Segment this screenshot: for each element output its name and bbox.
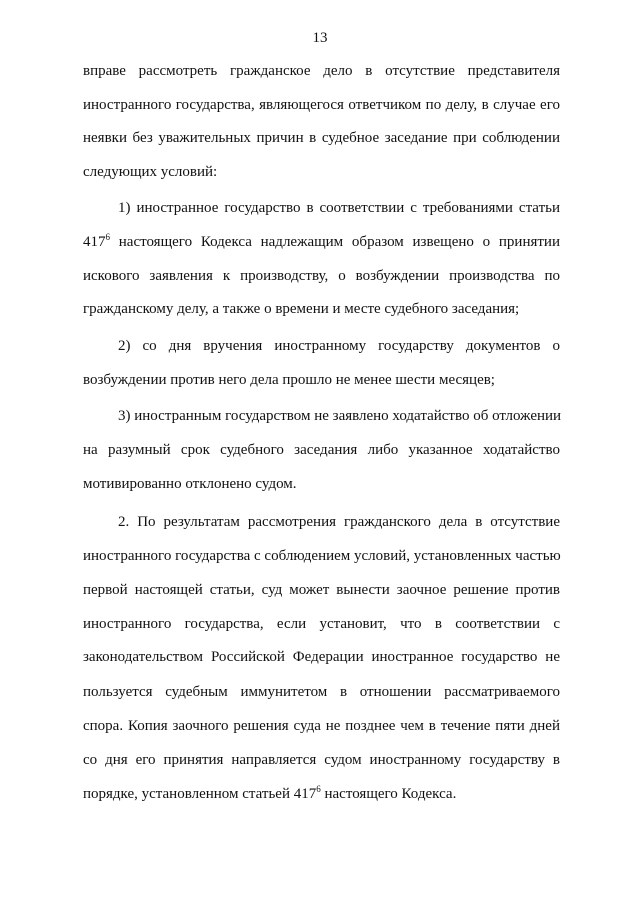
text-line: спора. Копия заочного решения суда не позднее чем в течение пяти дней [83, 718, 560, 734]
text-line: иностранного государства с соблюдением условий, установленных частью [83, 548, 561, 564]
text-line-with-reference [83, 233, 560, 251]
article-reference: $417^6$ [83, 232, 110, 250]
paragraph-2-line: 2. По результатам рассмотрения гражданского дела в отсутствие [118, 514, 560, 530]
text-line: первой настоящей статьи, суд может вынести заочное решение против [83, 582, 560, 598]
page-number: 13 [312, 30, 328, 46]
list-item-2-line: 2) со дня вручения иностранному государству документов о [118, 338, 560, 354]
text-line: на разумный срок судебного заседания либо указанное ходатайство [83, 442, 560, 458]
list-item-1-line: 1) иностранное государство в соответствии с требованиями статьи [118, 200, 560, 216]
text-line: иностранного государства, если установит, что в соответствии с [83, 616, 560, 632]
text-line: мотивированно отклонено судом. [83, 476, 297, 492]
text-line: гражданскому делу, а также о времени и месте судебного заседания; [83, 301, 520, 317]
list-item-3-line: 3) иностранным государством не заявлено ходатайство об отложении [118, 408, 562, 424]
text-line: вправе рассмотреть гражданское дело в отсутствие представителя [83, 63, 560, 79]
text-line: иностранного государства, являющегося ответчиком по делу, в случае его [83, 97, 560, 113]
text-line: со дня его принятия направляется судом иностранному государству в [83, 752, 560, 768]
text-fragment: настоящего Кодекса надлежащим образом извещено о принятии [118, 234, 560, 250]
text-line: законодательством Российской Федерации иностранное государство не [83, 649, 560, 665]
text-fragment: настоящего Кодекса. [324, 786, 457, 802]
text-line: искового заявления к производству, о возбуждении производства по [83, 268, 560, 284]
text-line: пользуется судебным иммунитетом в отношении рассматриваемого [83, 684, 560, 700]
text-line: неявки без уважительных причин в судебное заседание при соблюдении [83, 130, 560, 146]
article-reference: $417^6$ [293, 784, 321, 802]
text-line-with-reference [83, 785, 560, 803]
text-fragment: порядке, установленном статьей [83, 786, 290, 802]
text-line: возбуждении против него дела прошло не менее шести месяцев; [83, 372, 495, 388]
text-line: следующих условий: [83, 164, 218, 180]
